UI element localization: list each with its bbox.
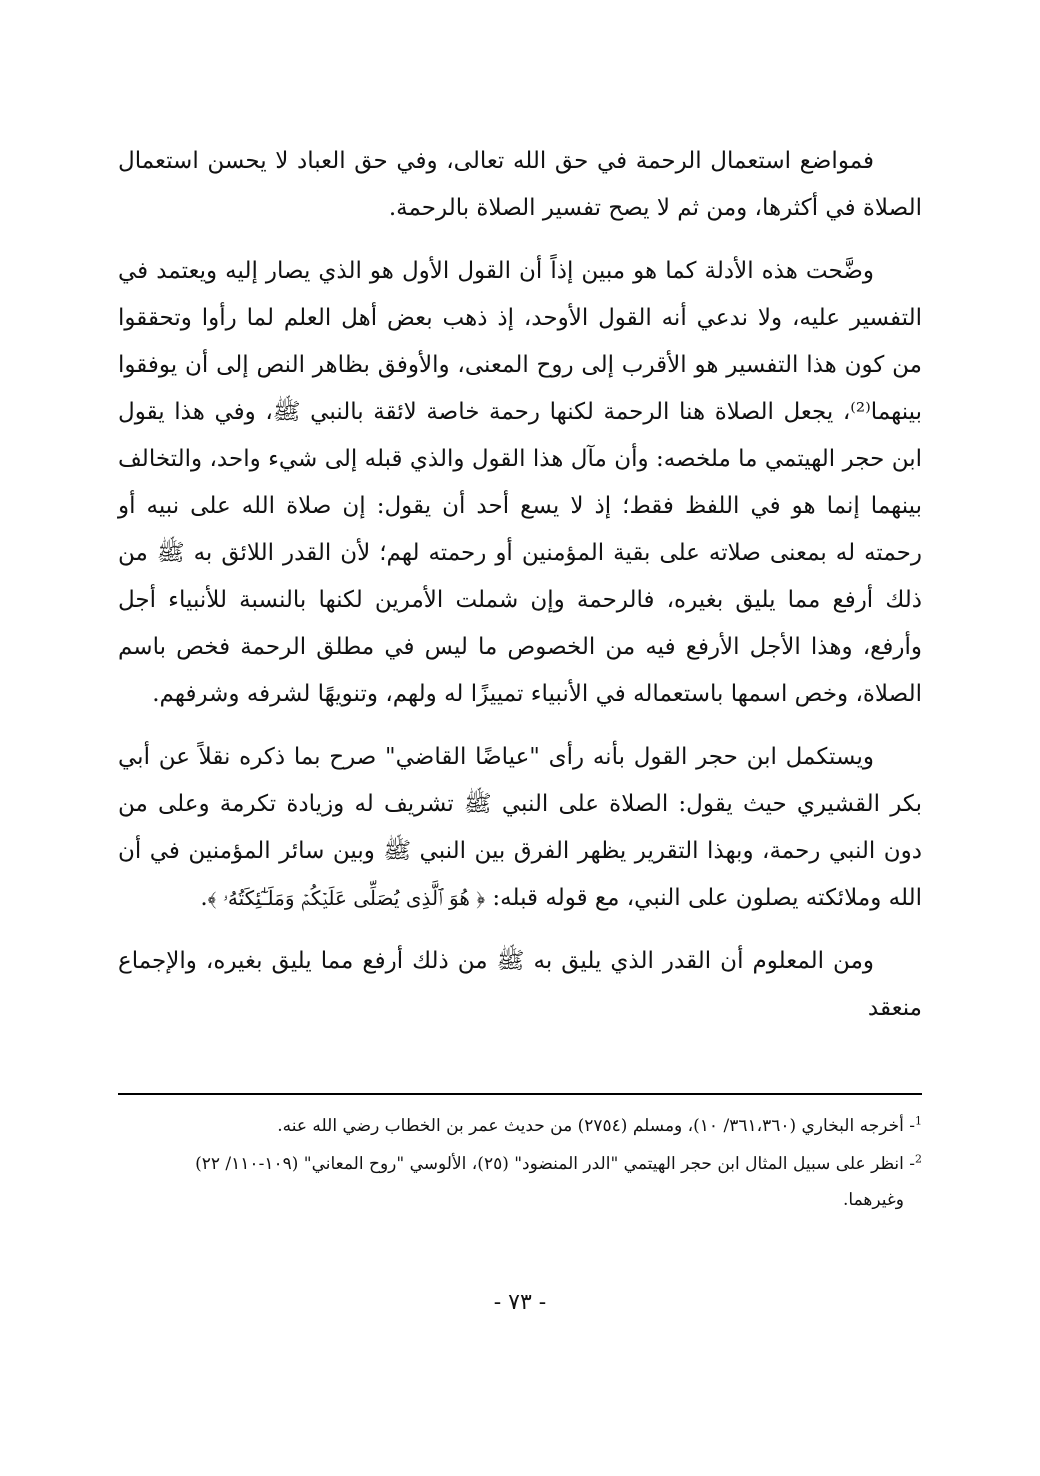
verse-end-punctuation: . [200, 885, 208, 911]
footnote-2-continuation: وغيرهما. [843, 1190, 904, 1210]
footnote-divider [118, 1093, 922, 1095]
footnote-1-text: - أخرجه البخاري (٣٦١،٣٦٠/ ١٠)، ومسلم (٢٧٥٤) من حديث عمر بن الخطاب رضي الله عنه. [277, 1116, 915, 1136]
quran-verse: ﴿ هُوَ ٱلَّذِى يُصَلِّى عَلَيۡكُمۡ وَمَلَـٰٓئِكَتُهُۥ ﴾ [207, 886, 486, 910]
footnote-1-number: 1 [915, 1114, 922, 1128]
paragraph-3 [118, 734, 922, 922]
footnote-1 [118, 1108, 922, 1144]
paragraph-1: فمواضع استعمال الرحمة في حق الله تعالى، وفي حق العباد لا يحسن استعمال الصلاة في أكثرها، ومن ثم لا يصح تفسير الصلاة بالرحمة. [118, 148, 922, 221]
paragraph-3-text: ويستكمل ابن حجر القول بأنه رأى "عياضًا القاضي" صرح بما ذكره نقلاً عن أبي بكر القشيري حيث يقول: الصلاة على النبي ﷺ تشريف له وزيادة تكرمة وعلى من دون النبي رحمة، وبهذا التقرير يظهر الفرق بين النبي ﷺ وبين سائر المؤمنين في أن الله وملائكته يصلون على النبي، مع قوله قبله: [118, 744, 922, 911]
footnote-2-text: - انظر على سبيل المثال ابن حجر الهيتمي "الدر المنضود" (٢٥)، الألوسي "روح المعاني" (١٠٩-١١٠/ ٢٢) [195, 1154, 915, 1174]
footnote-2-number: 2 [915, 1152, 922, 1166]
footnotes [118, 1108, 922, 1216]
paragraph-2: وضَّحت هذه الأدلة كما هو مبين إذاً أن القول الأول هو الذي يصار إليه ويعتمد في التفسير عليه، ولا ندعي أنه القول الأوحد، إذ ذهب بعض أهل العلم لما رأوا وتحققوا من كون هذا التفسير هو الأقرب إلى روح المعنى، والأوفق بظاهر النص إلى أن يوفقوا بينهما⁽²⁾، يجعل الصلاة هنا الرحمة لكنها رحمة خاصة لائقة بالنبي ﷺ، وفي هذا يقول ابن حجر الهيتمي ما ملخصه: وأن مآل هذا القول والذي قبله إلى شيء واحد، والتخالف بينهما إنما هو في اللفظ فقط؛ إذ لا يسع أحد أن يقول: إن صلاة الله على نبيه أو رحمته له بمعنى صلاته على بقية المؤمنين أو رحمته لهم؛ لأن القدر اللائق به ﷺ من ذلك أرفع مما يليق بغيره، فالرحمة وإن شملت الأمرين لكنها بالنسبة للأنبياء أجل وأرفع، وهذا الأجل الأرفع فيه من الخصوص ما ليس في مطلق الرحمة فخص باسم الصلاة، وخص اسمها باستعماله في الأنبياء تمييزًا له ولهم، وتنويهًا لشرفه وشرفهم. [118, 258, 922, 707]
footnote-2 [118, 1146, 922, 1182]
paragraph-4-first-line: ومن المعلوم أن القدر الذي يليق به ﷺ من ذلك أرفع مما يليق بغيره، والإجماع منعقد [118, 948, 922, 1021]
page-number: - ٧٣ - [493, 1290, 547, 1315]
main-text [118, 138, 922, 1048]
